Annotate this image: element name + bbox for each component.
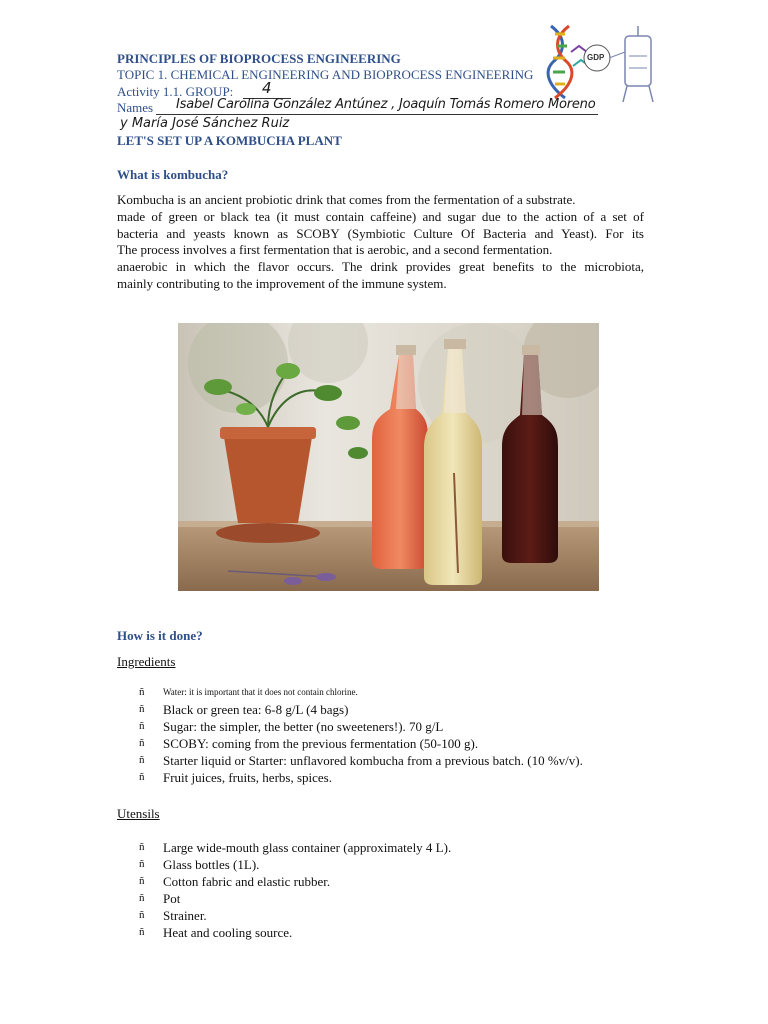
list-item [117, 718, 583, 735]
bullet-icon: ñ [139, 858, 145, 870]
bullet-icon: ñ [139, 841, 145, 853]
group-value: 4 [262, 79, 272, 97]
bullet-icon: ñ [139, 926, 145, 938]
names-label: Names [117, 100, 154, 115]
list-item [117, 856, 451, 873]
names-line-2: y María José Sánchez Ruiz [120, 116, 290, 131]
kombucha-description [117, 192, 644, 293]
list-item [117, 701, 583, 718]
ingredients-list [117, 684, 583, 786]
bioprocess-logo-icon [543, 22, 665, 108]
list-item [117, 752, 583, 769]
description-line: anaerobic in which the flavor occurs. The drink provides great benefits to the microbiota, [117, 259, 644, 275]
activity-label: Activity 1.1. GROUP: [117, 84, 234, 99]
section-heading-what-is: What is kombucha? [117, 167, 229, 182]
kombucha-photo [178, 323, 599, 591]
bullet-icon: ñ [139, 737, 145, 749]
description-line: The process involves a first fermentation that is aerobic, and a second fermentation. [117, 242, 553, 258]
ingredients-label: Ingredients [117, 654, 176, 669]
logo-text: GDP [587, 53, 605, 62]
list-item [117, 907, 451, 924]
ingredient-text: SCOBY: coming from the previous fermentation (50-100 g). [163, 736, 479, 751]
list-item [117, 924, 451, 941]
utensil-text: Large wide-mouth glass container (approximately 4 L). [163, 840, 452, 855]
list-item [117, 890, 451, 907]
utensil-text: Cotton fabric and elastic rubber. [163, 874, 331, 889]
description-line: mainly contributing to the improvement of the immune system. [117, 275, 447, 291]
utensil-text: Glass bottles (1L). [163, 857, 260, 872]
ingredient-text: Starter liquid or Starter: unflavored kombucha from a previous batch. (10 %v/v). [163, 753, 583, 768]
course-title: PRINCIPLES OF BIOPROCESS ENGINEERING [117, 51, 401, 66]
section-heading-how: How is it done? [117, 628, 203, 643]
list-item [117, 873, 451, 890]
names-underline [156, 114, 598, 115]
ingredient-text: Water: it is important that it does not contain chlorine. [163, 687, 358, 697]
list-item [117, 735, 583, 752]
list-item [117, 684, 583, 701]
utensil-text: Pot [163, 891, 181, 906]
page-title: LET'S SET UP A KOMBUCHA PLANT [117, 133, 342, 148]
description-line: made of green or black tea (it must contain caffeine) and sugar due to the action of a set of [117, 208, 644, 224]
list-item [117, 839, 451, 856]
description-line: Kombucha is an ancient probiotic drink that comes from the fermentation of a substrate. [117, 192, 576, 207]
list-item [117, 769, 583, 786]
description-line: bacteria and yeasts known as SCOBY (Symbiotic Culture Of Bacteria and Yeast). For its [117, 225, 644, 241]
bullet-icon: ñ [139, 875, 145, 887]
bullet-icon: ñ [139, 771, 145, 783]
utensils-label: Utensils [117, 806, 160, 821]
bullet-icon: ñ [139, 703, 145, 715]
logo [543, 22, 665, 108]
kombucha-bottles-image [178, 323, 599, 591]
ingredient-text: Black or green tea: 6-8 g/L (4 bags) [163, 702, 349, 717]
bullet-icon: ñ [139, 754, 145, 766]
bullet-icon: ñ [139, 909, 145, 921]
ingredient-text: Sugar: the simpler, the better (no sweeteners!). 70 g/L [163, 719, 444, 734]
utensils-list [117, 839, 451, 941]
bullet-icon: ñ [139, 892, 145, 904]
ingredient-text: Fruit juices, fruits, herbs, spices. [163, 770, 332, 785]
utensil-text: Heat and cooling source. [163, 925, 293, 940]
utensil-text: Strainer. [163, 908, 207, 923]
bullet-icon: ñ [139, 720, 145, 732]
bullet-icon: ñ [139, 686, 145, 698]
names-line-1: Isabel Carolina González Antúnez , Joaquín Tomás Romero Moreno [176, 97, 596, 112]
topic-title: TOPIC 1. CHEMICAL ENGINEERING AND BIOPROCESS ENGINEERING [117, 67, 534, 82]
